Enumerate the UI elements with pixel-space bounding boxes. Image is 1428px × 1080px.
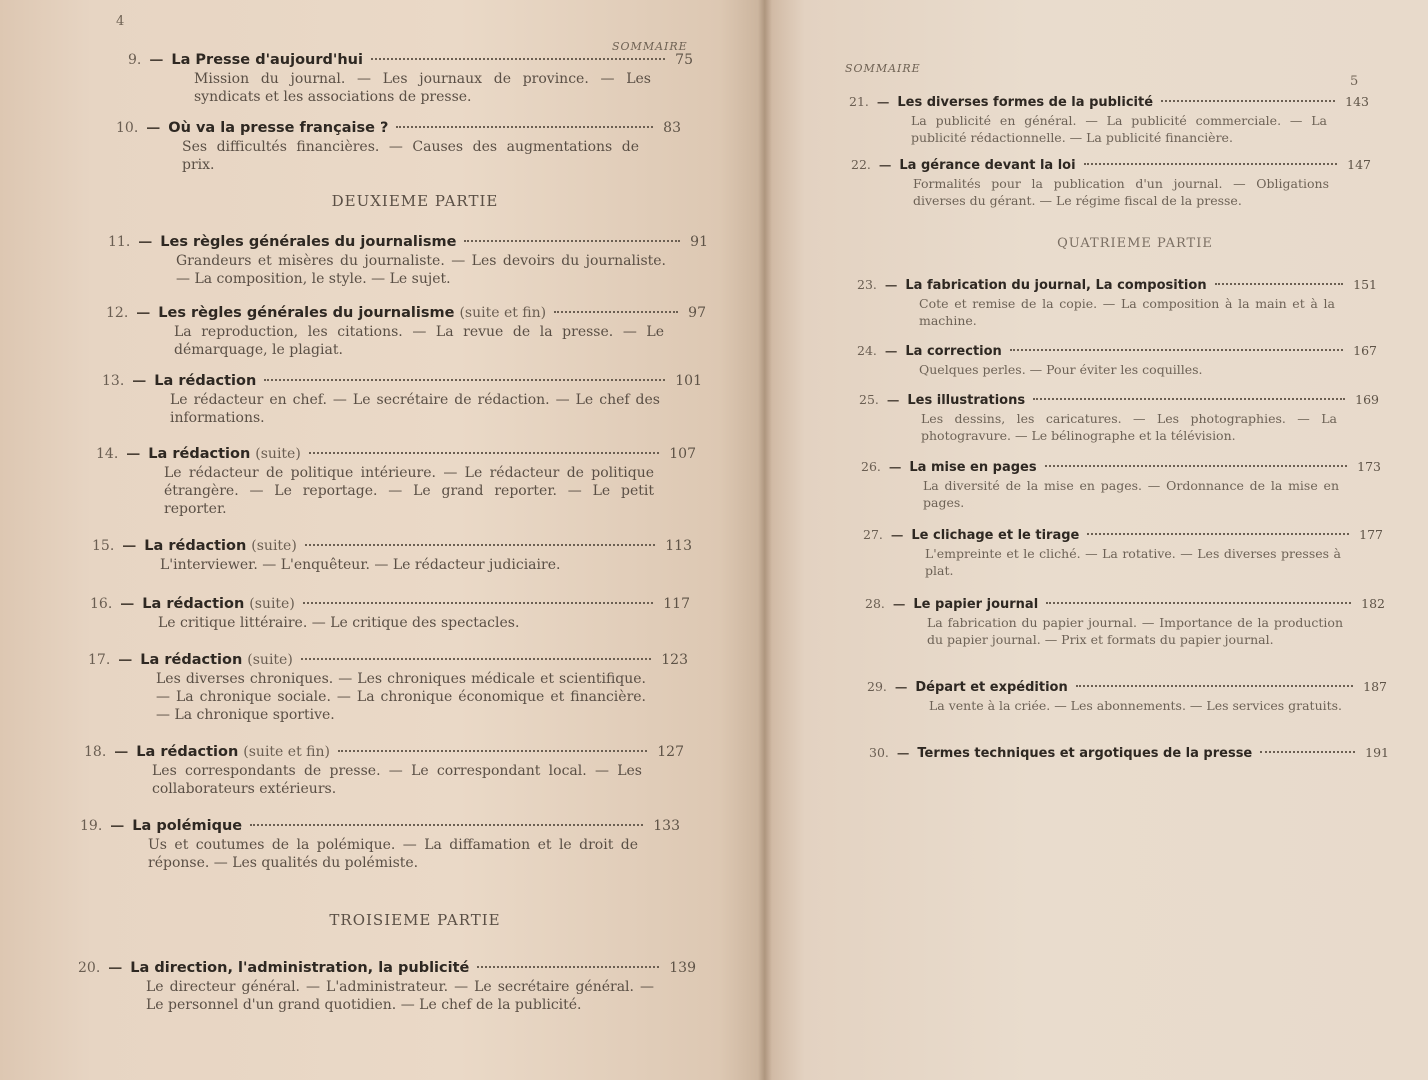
toc-entry <box>108 234 708 288</box>
em-dash: — <box>120 596 135 612</box>
toc-title-line <box>861 459 1381 475</box>
dot-leader <box>301 658 651 660</box>
toc-entry <box>88 652 688 724</box>
em-dash: — <box>118 652 133 668</box>
chapter-number: 19. <box>80 818 103 834</box>
em-dash: — <box>884 277 898 292</box>
chapter-number: 11. <box>108 234 131 250</box>
page-reference: 191 <box>1365 745 1389 760</box>
chapter-number: 21. <box>849 94 869 109</box>
chapter-description: Ses difficultés financières. — Causes des augmentations de prix. <box>182 139 639 173</box>
toc-entry <box>851 157 1371 209</box>
chapter-number: 18. <box>84 744 107 760</box>
chapter-number: 25. <box>859 392 879 407</box>
em-dash: — <box>110 818 125 834</box>
toc-title-line <box>859 392 1379 408</box>
chapter-number: 28. <box>865 596 885 611</box>
chapter-title-suffix: (suite) <box>249 596 295 612</box>
toc-title-line <box>96 446 696 462</box>
toc-title-line <box>80 818 680 834</box>
em-dash: — <box>876 94 890 109</box>
page-reference: 187 <box>1363 679 1387 694</box>
chapter-number: 16. <box>90 596 113 612</box>
toc-title-line <box>90 596 690 612</box>
toc-entry <box>857 343 1377 378</box>
toc-title-line <box>869 745 1389 761</box>
toc-entry <box>861 459 1381 511</box>
chapter-number: 12. <box>106 305 129 321</box>
chapter-description: La diversité de la mise en pages. — Ordonnance de la mise en pages. <box>923 478 1339 510</box>
page-reference: 182 <box>1361 596 1385 611</box>
em-dash: — <box>878 157 892 172</box>
toc-title-line <box>867 679 1387 695</box>
em-dash: — <box>114 744 129 760</box>
page-reference: 123 <box>661 652 688 668</box>
running-head: SOMMAIRE <box>612 40 688 53</box>
em-dash: — <box>890 527 904 542</box>
page-reference: 127 <box>657 744 684 760</box>
chapter-number: 26. <box>861 459 881 474</box>
chapter-title: La rédaction <box>154 373 257 389</box>
page-reference: 107 <box>669 446 696 462</box>
chapter-title: La rédaction <box>136 744 239 760</box>
dot-leader <box>1045 465 1348 467</box>
page-reference: 139 <box>669 960 696 976</box>
book-gutter <box>758 0 772 1080</box>
dot-leader <box>464 240 680 242</box>
toc-entry <box>84 744 684 798</box>
chapter-description: Grandeurs et misères du journaliste. — Les devoirs du journaliste. — La composition, le style. — Le sujet. <box>176 253 666 287</box>
page-reference: 169 <box>1355 392 1379 407</box>
dot-leader <box>1010 349 1343 351</box>
page-reference: 83 <box>663 120 681 136</box>
em-dash: — <box>146 120 161 136</box>
chapter-number: 17. <box>88 652 111 668</box>
running-head: SOMMAIRE <box>845 62 921 75</box>
chapter-description: Le critique littéraire. — Le critique des spectacles. <box>158 615 520 631</box>
toc-title-line <box>102 373 702 389</box>
section-heading: QUATRIEME PARTIE <box>1057 236 1213 251</box>
chapter-description: Cote et remise de la copie. — La composition à la main et à la machine. <box>919 296 1335 328</box>
chapter-title: Où va la presse française ? <box>168 120 389 136</box>
dot-leader <box>1046 602 1351 604</box>
chapter-number: 30. <box>869 745 889 760</box>
em-dash: — <box>896 745 910 760</box>
chapter-title-suffix: (suite et fin) <box>459 305 547 321</box>
chapter-title: La polémique <box>132 818 243 834</box>
dot-leader <box>1084 163 1338 165</box>
chapter-number: 20. <box>78 960 101 976</box>
chapter-title-suffix: (suite) <box>255 446 301 462</box>
toc-entry <box>849 94 1369 146</box>
chapter-number: 22. <box>851 157 871 172</box>
chapter-description: Le rédacteur de politique intérieure. — Le rédacteur de politique étrangère. — Le reportage. — Le grand reporter. — Le petit reporter. <box>164 465 654 517</box>
page-reference: 147 <box>1347 157 1371 172</box>
section-heading: TROISIEME PARTIE <box>329 911 501 929</box>
toc-title-line <box>106 305 706 321</box>
em-dash: — <box>149 52 164 68</box>
em-dash: — <box>138 234 153 250</box>
chapter-title: La fabrication du journal, La composition <box>905 278 1207 293</box>
toc-title-line <box>851 157 1371 173</box>
dot-leader <box>554 311 678 313</box>
toc-entry <box>96 446 696 518</box>
em-dash: — <box>108 960 123 976</box>
chapter-title: La correction <box>905 344 1002 359</box>
right-page <box>765 0 1428 1080</box>
toc-entry <box>859 392 1379 444</box>
toc-title-line <box>863 527 1383 543</box>
em-dash: — <box>136 305 151 321</box>
chapter-description: La reproduction, les citations. — La revue de la presse. — Le démarquage, le plagiat. <box>174 324 664 358</box>
chapter-title: Les règles générales du journalisme <box>160 234 457 250</box>
toc-title-line <box>108 234 708 250</box>
dot-leader <box>1215 283 1344 285</box>
toc-title-line <box>84 744 684 760</box>
dot-leader <box>309 452 659 454</box>
page-reference: 75 <box>675 52 693 68</box>
chapter-title: Le clichage et le tirage <box>911 528 1080 543</box>
chapter-title: La mise en pages <box>909 460 1037 475</box>
chapter-description: Les diverses chroniques. — Les chroniques médicale et scientifique. — La chronique sociale. — La chronique économique et financière. — La chronique sportive. <box>156 671 646 723</box>
chapter-title: La rédaction <box>142 596 245 612</box>
page-reference: 117 <box>663 596 690 612</box>
em-dash: — <box>884 343 898 358</box>
toc-entry <box>106 305 706 359</box>
dot-leader <box>303 602 653 604</box>
toc-entry <box>128 52 693 106</box>
dot-leader <box>1076 685 1353 687</box>
page-reference: 151 <box>1353 277 1377 292</box>
dot-leader <box>250 824 643 826</box>
toc-entry <box>90 596 690 632</box>
toc-title-line <box>857 277 1377 293</box>
chapter-title: La Presse d'aujourd'hui <box>171 52 363 68</box>
chapter-description: La publicité en général. — La publicité commerciale. — La publicité rédactionnelle. — La publicité financière. <box>911 113 1327 145</box>
em-dash: — <box>886 392 900 407</box>
chapter-title: La rédaction <box>148 446 251 462</box>
page-number: 5 <box>1350 74 1359 89</box>
chapter-title: Les diverses formes de la publicité <box>897 95 1154 110</box>
chapter-number: 29. <box>867 679 887 694</box>
page-reference: 143 <box>1345 94 1369 109</box>
chapter-title: Les illustrations <box>907 393 1026 408</box>
dot-leader <box>1087 533 1349 535</box>
chapter-title: La direction, l'administration, la publicité <box>130 960 470 976</box>
toc-title-line <box>92 538 692 554</box>
page-number: 4 <box>116 14 125 29</box>
toc-entry <box>92 538 692 574</box>
chapter-title-suffix: (suite) <box>251 538 297 554</box>
toc-title-line <box>88 652 688 668</box>
toc-title-line <box>78 960 696 976</box>
dot-leader <box>371 58 665 60</box>
chapter-number: 23. <box>857 277 877 292</box>
em-dash: — <box>888 459 902 474</box>
toc-entry <box>116 120 681 174</box>
page-reference: 91 <box>690 234 708 250</box>
chapter-number: 24. <box>857 343 877 358</box>
page-reference: 97 <box>688 305 706 321</box>
toc-entry <box>865 596 1385 648</box>
chapter-number: 10. <box>116 120 139 136</box>
dot-leader <box>1161 100 1335 102</box>
page-reference: 101 <box>675 373 702 389</box>
toc-entry <box>102 373 702 427</box>
toc-entry <box>80 818 680 872</box>
chapter-description: Le rédacteur en chef. — Le secrétaire de rédaction. — Le chef des informations. <box>170 392 660 426</box>
page-reference: 177 <box>1359 527 1383 542</box>
chapter-title-suffix: (suite et fin) <box>243 744 330 760</box>
chapter-description: Le directeur général. — L'administrateur. — Le secrétaire général. — Le personnel d'un grand quotidien. — Le chef de la publicité. <box>146 979 654 1013</box>
chapter-title: Départ et expédition <box>915 680 1068 695</box>
chapter-number: 15. <box>92 538 115 554</box>
dot-leader <box>338 750 647 752</box>
toc-title-line <box>865 596 1385 612</box>
chapter-title: Le papier journal <box>913 597 1039 612</box>
page-reference: 113 <box>665 538 692 554</box>
chapter-description: Les dessins, les caricatures. — Les photographies. — La photogravure. — Le bélinographe et la télévision. <box>921 411 1337 443</box>
toc-entry <box>869 745 1389 761</box>
dot-leader <box>396 126 653 128</box>
chapter-number: 14. <box>96 446 119 462</box>
chapter-description: Quelques perles. — Pour éviter les coquilles. <box>919 362 1203 377</box>
chapter-number: 9. <box>128 52 142 68</box>
em-dash: — <box>894 679 908 694</box>
toc-title-line <box>128 52 693 68</box>
chapter-description: L'empreinte et le cliché. — La rotative. — Les diverses presses à plat. <box>925 546 1341 578</box>
toc-entry <box>863 527 1383 579</box>
chapter-description: La vente à la criée. — Les abonnements. — Les services gratuits. <box>929 698 1343 713</box>
chapter-number: 13. <box>102 373 125 389</box>
chapter-title: Les règles générales du journalisme <box>158 305 455 321</box>
toc-title-line <box>116 120 681 136</box>
toc-entry <box>857 277 1377 329</box>
dot-leader <box>264 379 665 381</box>
em-dash: — <box>892 596 906 611</box>
dot-leader <box>305 544 655 546</box>
chapter-title: La rédaction <box>140 652 243 668</box>
dot-leader <box>477 966 659 968</box>
chapter-title: La rédaction <box>144 538 247 554</box>
dot-leader <box>1260 751 1355 753</box>
toc-title-line <box>849 94 1369 110</box>
chapter-title-suffix: (suite) <box>247 652 293 668</box>
em-dash: — <box>126 446 141 462</box>
toc-title-line <box>857 343 1377 359</box>
em-dash: — <box>122 538 137 554</box>
page-reference: 173 <box>1357 459 1381 474</box>
chapter-description: La fabrication du papier journal. — Importance de la production du papier journal. — Prix et formats du papier journal. <box>927 615 1343 647</box>
section-heading: DEUXIEME PARTIE <box>331 192 499 210</box>
em-dash: — <box>132 373 147 389</box>
chapter-title: Termes techniques et argotiques de la presse <box>917 746 1253 761</box>
toc-entry <box>867 679 1387 714</box>
page-reference: 167 <box>1353 343 1377 358</box>
chapter-description: Les correspondants de presse. — Le correspondant local. — Les collaborateurs extérieurs. <box>152 763 642 797</box>
chapter-title: La gérance devant la loi <box>899 158 1076 173</box>
chapter-description: Us et coutumes de la polémique. — La diffamation et le droit de réponse. — Les qualités du polémiste. <box>148 837 638 871</box>
page-reference: 133 <box>653 818 680 834</box>
chapter-description: Formalités pour la publication d'un journal. — Obligations diverses du gérant. — Le régime fiscal de la presse. <box>913 176 1329 208</box>
chapter-number: 27. <box>863 527 883 542</box>
chapter-description: Mission du journal. — Les journaux de province. — Les syndicats et les associations de presse. <box>194 71 651 105</box>
dot-leader <box>1033 398 1345 400</box>
chapter-description: L'interviewer. — L'enquêteur. — Le rédacteur judiciaire. <box>160 557 561 573</box>
toc-entry <box>78 960 696 1014</box>
